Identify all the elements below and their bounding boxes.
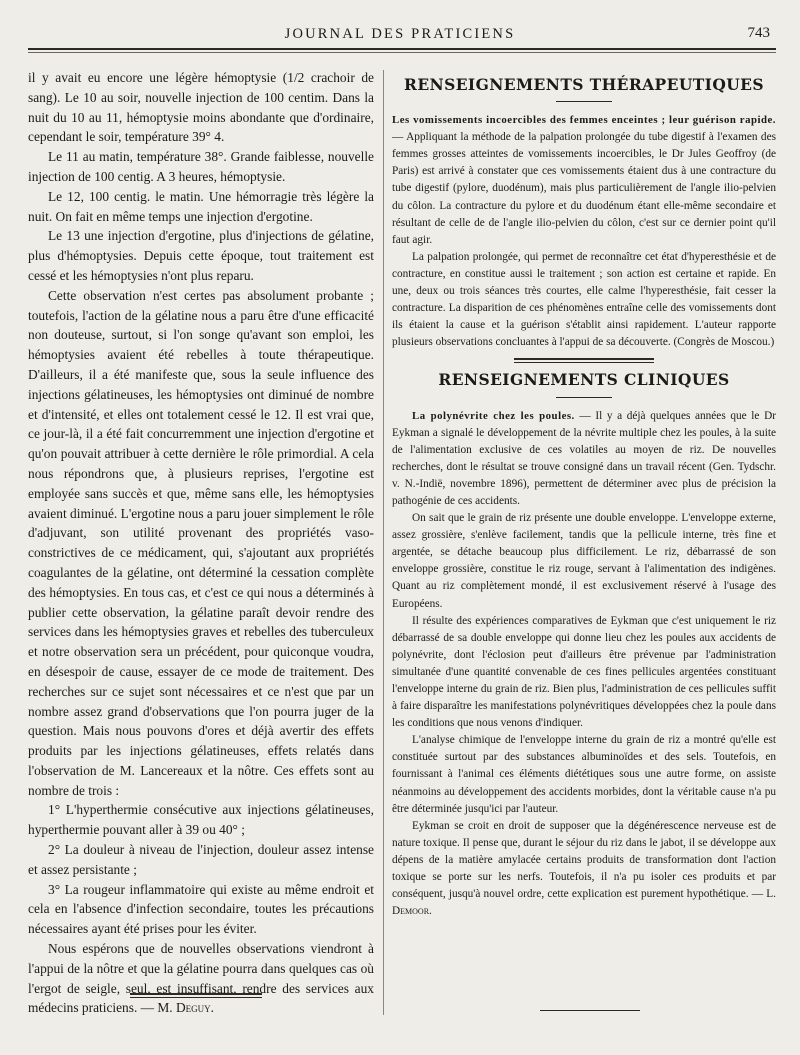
running-header	[28, 22, 772, 46]
author-signature: Demoor.	[392, 905, 432, 918]
article-lead: Les vomissements incoercibles des femmes enceintes ; leur guérison rapide.	[392, 114, 776, 127]
author-signature: Deguy.	[176, 1000, 215, 1016]
list-item: 3° La rougeur inflammatoire qui existe au même endroit et cela en l'absence d'infection secondaire, toutes les précautions nécessaires ayant été prises pour les éviter.	[28, 881, 374, 937]
paragraph: Le 12, 100 centig. le matin. Une hémorragie très légère la nuit. On fait en même temps une injection d'ergotine.	[28, 188, 374, 224]
paragraph	[392, 408, 776, 511]
page-number: 743	[747, 25, 770, 41]
section-title-therapeutiques: RENSEIGNEMENTS THÉRAPEUTIQUES	[404, 75, 764, 94]
paragraph: On sait que le grain de riz présente une double enveloppe. L'enveloppe externe, assez grossière, s'enlève facilement, tandis que la pellicule interne, très fine et argentée, se détache beaucoup plus difficilement. Le riz, débarrassé de son enveloppe grossière, constitue le riz rouge, servant à l'alimentation des indigènes. Quant au riz complètement mondé, il est exclusivement réservé à l'usage des Européens.	[392, 512, 776, 610]
journal-title: JOURNAL DES PRATICIENS	[284, 26, 516, 42]
title-rule	[556, 101, 612, 102]
paragraph	[392, 818, 776, 921]
paragraph: La palpation prolongée, qui permet de reconnaître cet état d'hyperesthésie et de contracture, en constitue aussi le traitement ; son action est certaine et rapide. En une, deux ou trois séances très courtes, elle calme l'hyperesthésie, fait cesser la contracture. La disparition de ces phénomènes entraîne celle des vomissements dont ils étaient la cause et la guérison s'établit ainsi rapidement. L'auteur rapporte plusieurs observations concluantes à l'appui de sa découverte. (Congrès de Moscou.)	[392, 250, 776, 349]
paragraph-text: Eykman se croit en droit de supposer que la dégénérescence nerveuse est de nature toxique. Il pense que, durant le séjour du riz dans le jabot, il se développe aux dépens de la matière amylacée certains produits de transformation dont l'action toxique se porte sur les nerfs. Toutefois, il n'a pu isoler ces produits et par conséquent, jusqu'à nouvel ordre, cette explication est purement hypothétique. — L.	[392, 819, 776, 901]
header-rule-thin	[28, 52, 776, 53]
section-title-cliniques: RENSEIGNEMENTS CLINIQUES	[438, 370, 730, 390]
paragraph-text: — Il y a déjà quelques années que le Dr Eykman a signalé le développement de la névrite multiple chez les poules, à la suite de l'alimentation exclusive de ces volatiles au moyen de riz. De nouvelles recherches, dont le résultat se trouve consigné dans un travail récent (Gen. Tydschr. v. N.-Indië, novembre 1896), permettent de déterminer avec plus de précision la pathogénie de ces accidents.	[392, 409, 776, 507]
paragraph: Le 11 au matin, température 38°. Grande faiblesse, nouvelle injection de 100 centig. A 3 heures, hémoptysie.	[28, 149, 374, 184]
paragraph-text: — Appliquant la méthode de la palpation prolongée du tube digestif à l'examen des femmes grosses atteintes de vomissements incoercibles, le Dr Jules Geoffroy (de Paris) est arrivé à constater que ces vomissements étaient dus à une contracture du tube digestif (pylore, duodénum), mais plus particulièrement de l'angle ilio-pelvien du côlon. La contracture du pylore et du duodénum étant elle-même secondaire et résultant de celle de de l'angle ilio-pelvien du côlon, c'est sur ce dernier point qu'il faut agir.	[392, 131, 776, 246]
paragraph-text: Nous espérons que de nouvelles observations viendront à l'appui de la nôtre et que la gélatine pourra dans quelques cas où l'ergot de seigle, seul, est insuffisant, rendre des services aux médecins praticiens. — M.	[28, 941, 374, 1016]
paragraph: L'analyse chimique de l'enveloppe interne du grain de riz a montré qu'elle est constituée surtout par des substances albuminoïdes et des sels. Toutefois, en fournissant à l'animal ces éléments diététiques sous une autre forme, on assiste néanmoins au développement des accidents morbides, dont la véritable cause n'a pu être déterminée jusqu'ici par l'auteur.	[392, 734, 776, 815]
end-rule-thin	[130, 997, 262, 998]
column-divider	[383, 70, 384, 1015]
paragraph: Le 13 une injection d'ergotine, plus d'injections de gélatine, plus d'hémoptysies. Depuis cette époque, tout traitement est cessé et les hémoptysies n'ont plus reparu.	[28, 228, 374, 283]
paragraph	[28, 939, 374, 1018]
end-rule	[130, 993, 262, 995]
paragraph: il y avait eu encore une légère hémoptysie (1/2 crachoir de sang). Le 10 au soir, nouvelle injection de 100 centim. Dans la nuit du 10 au 11, hémoptysie moins abondante que d'ordinaire, cependant le soir, température 39° 4.	[28, 70, 374, 145]
article-lead: La polynévrite chez les poules.	[412, 409, 575, 422]
paragraph	[392, 112, 776, 249]
section-separator	[514, 358, 654, 360]
header-rule	[28, 48, 776, 50]
right-column	[392, 68, 776, 920]
paragraph: Cette observation n'est certes pas absolument probante ; toutefois, l'action de la gélatine nous a paru être d'une efficacité non douteuse, surtout, si l'on songe qu'avant son emploi, les hémoptysies avaient été rebelles à toute thérapeutique. D'ailleurs, il a été manifeste que, sous la seule influence des injections gélatineuses, les hémoptysies ont diminué de nombre et d'intensité, et elles ont totalement cessé le 12. Il est vrai que, ce jour-là, il a été fait concurremment une injection d'ergotine et qu'on pouvait attribuer à cette dernière le rôle primordial. A cela nous répondrons que, à plusieurs reprises, l'ergotine est employée sans succès et que, même sans elle, les hémoptysies avaient diminué. L'ergotine nous a paru jouer simplement le rôle d'adjuvant, son utilité provenant des propriétés vaso-constrictives de ce médicament, qui, s'ajoutant aux propriétés coagulantes de la gélatine, ont déterminé la cessation complète des hémoptysies. En tous cas, et c'est ce qui nous a déterminés à publier cette observation, la gélatine paraît devoir rendre des services dans les hémoptysies graves et rebelles des tuberculeux et notre observation sera un précédent, pour quiconque voudra, en désespoir de cause, essayer de ce mode de traitement. Des recherches sur ce sujet sont nécessaires et ce n'est que par un nombre assez grand d'observations que l'on pourra juger de la question. Mais nous pouvons d'ores et déjà avertir des effets produits par les injections gélatineuses, effets relatés dans l'observation de M. Lancereaux et la nôtre. Ces effets sont au nombre de trois :	[28, 287, 374, 798]
title-rule	[556, 397, 612, 398]
end-rule	[540, 1010, 640, 1011]
section-separator-thin	[514, 362, 654, 363]
list-item: 1° L'hyperthermie consécutive aux injections gélatineuses, hyperthermie pouvant aller à 39 ou 40° ;	[28, 802, 374, 838]
left-column	[28, 68, 374, 1018]
list-item: 2° La douleur à niveau de l'injection, douleur assez intense et assez persistante ;	[28, 842, 374, 877]
paragraph: Il résulte des expériences comparatives de Eykman que c'est uniquement le riz débarrassé de sa double enveloppe qui donne lieu chez les poules aux accidents de polynévrite, dont l'éclosion peut d'ailleurs être prévenue par l'administration simultanée d'une quantité convenable de ces fines pellicules argentées constituant l'enveloppe interne du grain de riz. Bien plus, l'administration de ces pellicules suffit à faire disparaître les manifestations polynévritiques développées chez la poule dans les conditions que nous venons d'indiquer.	[392, 614, 776, 730]
